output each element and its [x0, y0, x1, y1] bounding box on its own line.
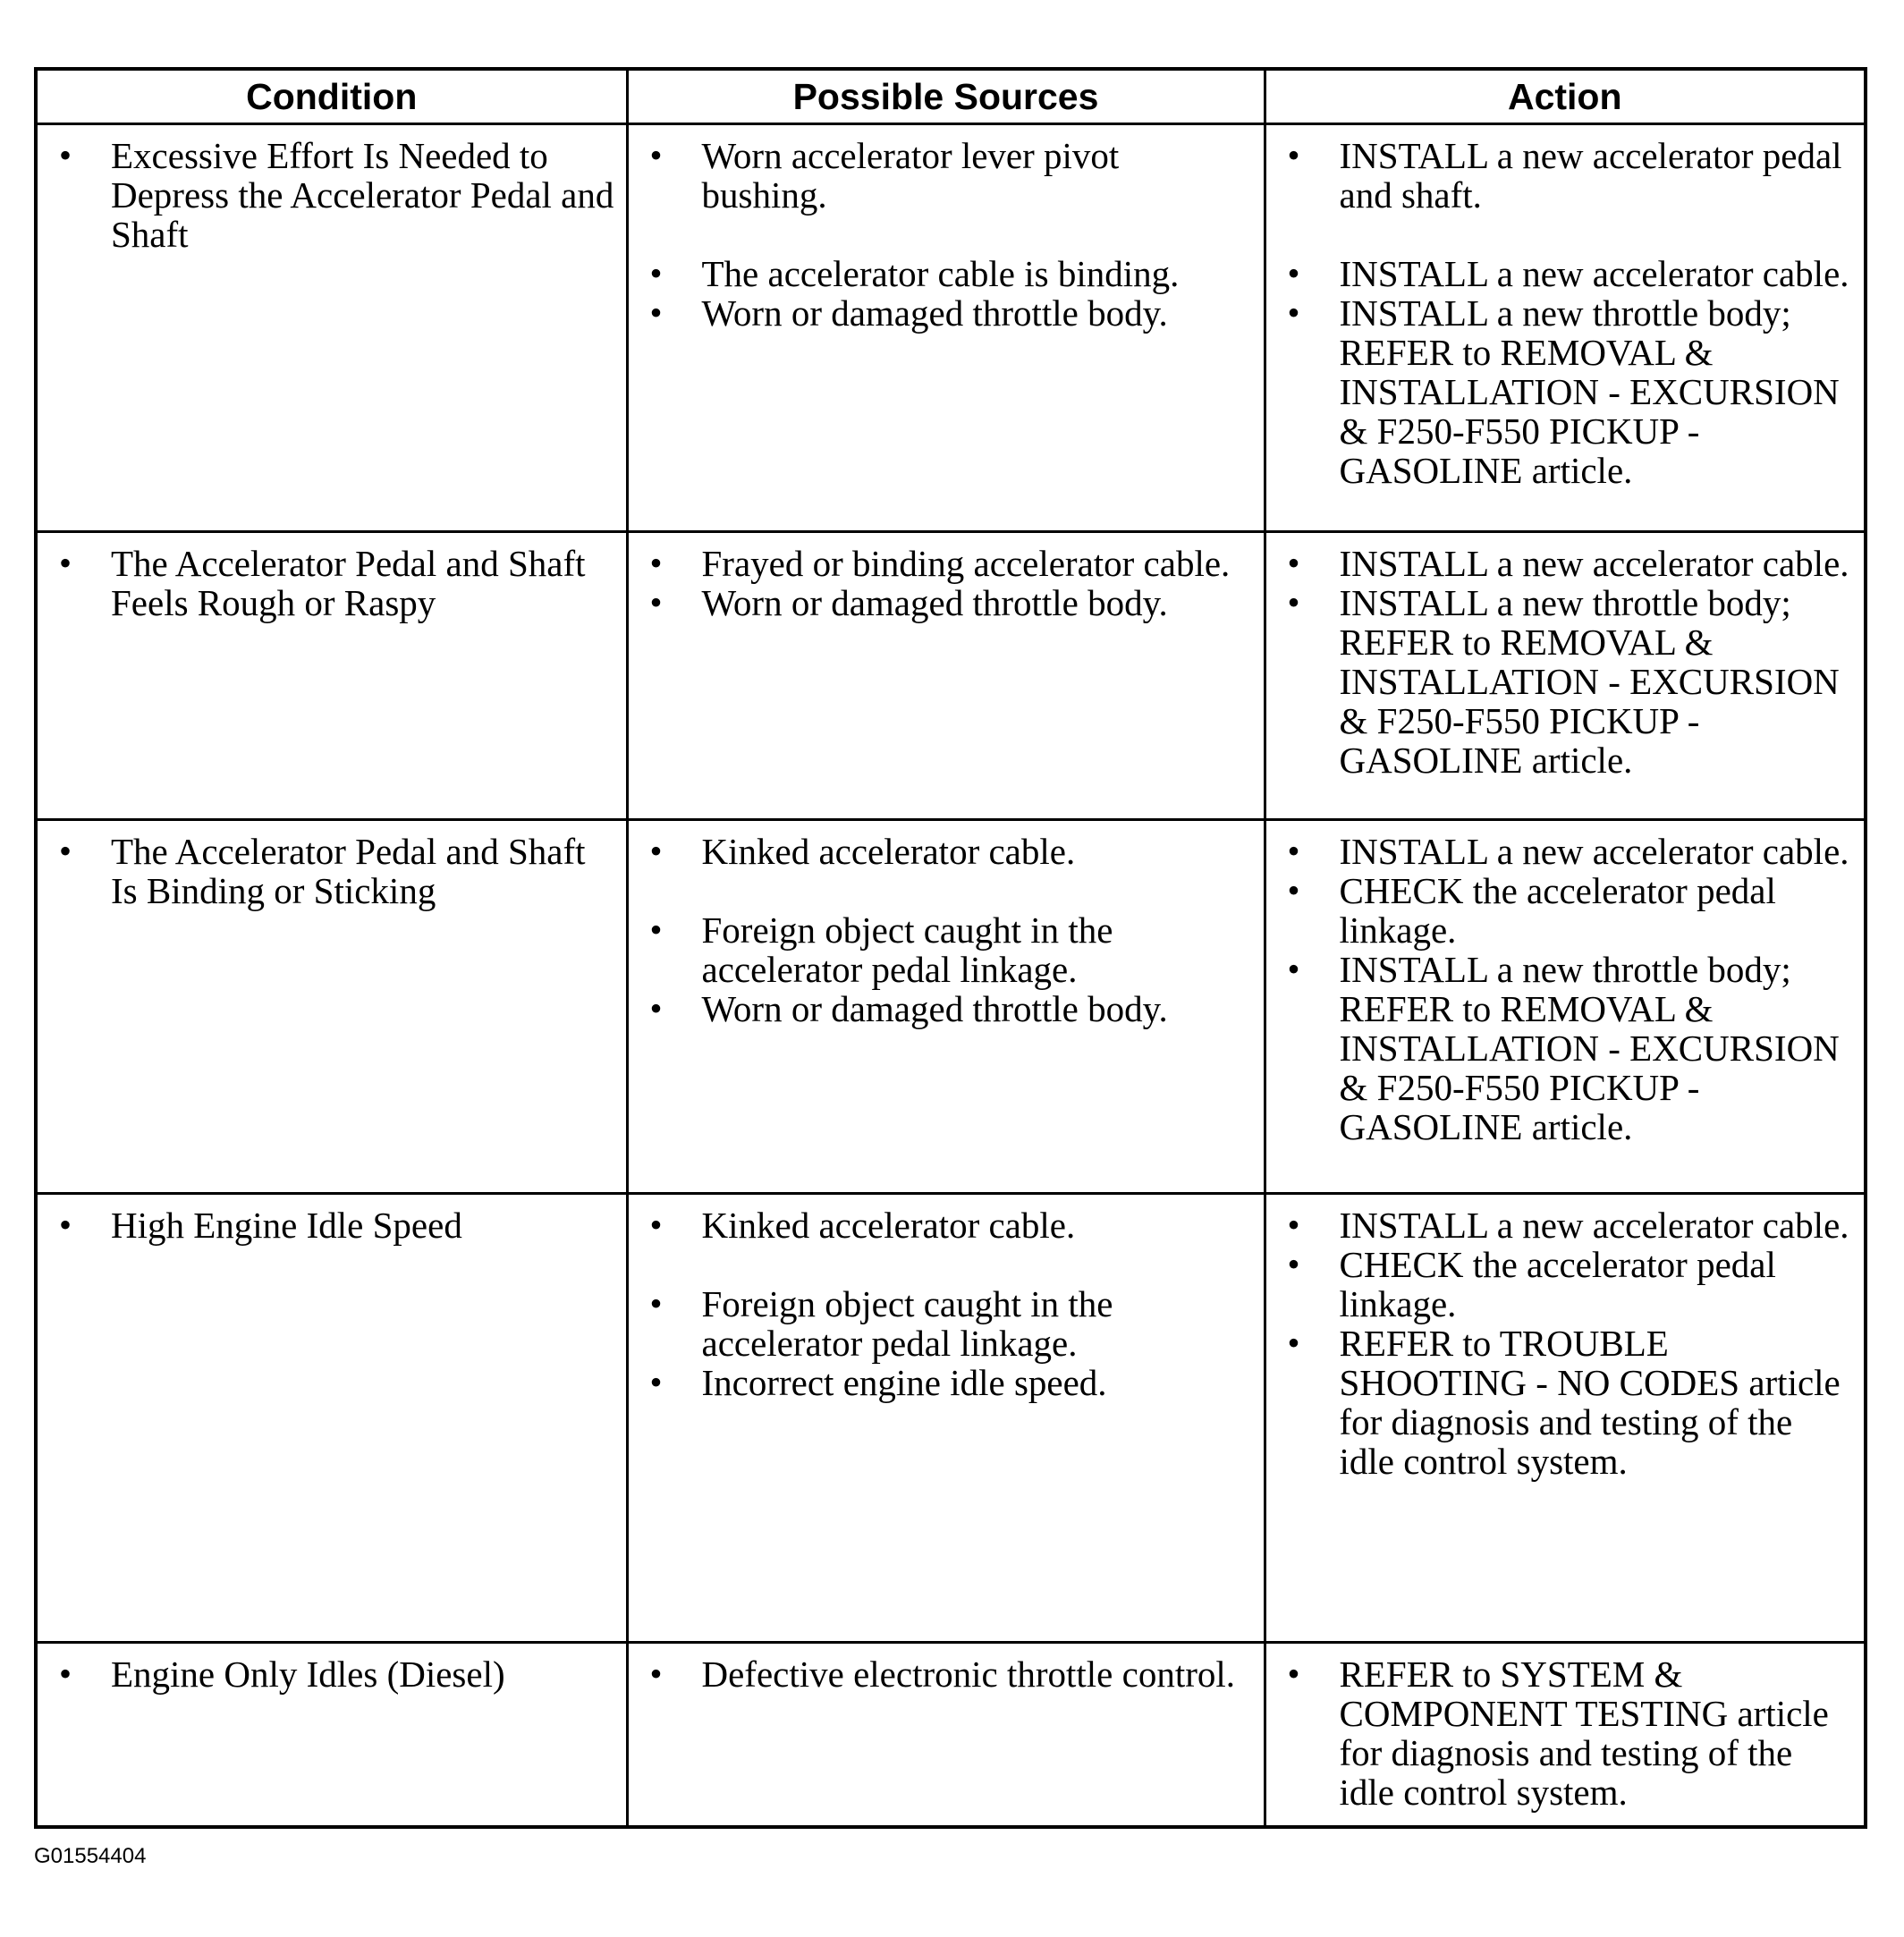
sources-cell — [627, 1643, 1265, 1827]
source-item: • Kinked accelerator cable. — [645, 1205, 1253, 1245]
diagnosis-table — [34, 67, 1867, 1829]
table-row — [36, 1194, 1866, 1643]
action-item: • INSTALL a new accelerator cable. — [1282, 1205, 1854, 1245]
header-action: Action — [1265, 69, 1866, 124]
source-item: • Worn accelerator lever pivot bushing. — [645, 136, 1253, 215]
condition-text: • High Engine Idle Speed — [54, 1205, 615, 1245]
action-item: • INSTALL a new accelerator cable. — [1282, 832, 1854, 871]
action-cell — [1265, 1194, 1866, 1643]
action-item: • INSTALL a new accelerator cable. — [1282, 254, 1854, 293]
action-item: • INSTALL a new throttle body; REFER to REMOVAL & INSTALLATION - EXCURSION & F250-F550 PICKUP - GASOLINE article. — [1282, 293, 1854, 490]
action-cell — [1265, 1643, 1866, 1827]
condition-text: • Engine Only Idles (Diesel) — [54, 1654, 615, 1694]
action-item: • CHECK the accelerator pedal linkage. — [1282, 1245, 1854, 1324]
action-item: • INSTALL a new accelerator cable. — [1282, 544, 1854, 583]
condition-cell — [36, 1194, 627, 1643]
action-item: • CHECK the accelerator pedal linkage. — [1282, 871, 1854, 950]
sources-cell — [627, 532, 1265, 820]
action-cell — [1265, 532, 1866, 820]
table-row — [36, 820, 1866, 1194]
action-item: • REFER to TROUBLE SHOOTING - NO CODES article for diagnosis and testing of the idle control system. — [1282, 1324, 1854, 1481]
condition-cell — [36, 1643, 627, 1827]
source-item: • Incorrect engine idle speed. — [645, 1363, 1253, 1402]
condition-text: • Excessive Effort Is Needed to Depress the Accelerator Pedal and Shaft — [54, 136, 615, 254]
sources-cell — [627, 1194, 1265, 1643]
source-item: • Worn or damaged throttle body. — [645, 989, 1253, 1028]
condition-cell — [36, 820, 627, 1194]
action-item: • INSTALL a new throttle body; REFER to REMOVAL & INSTALLATION - EXCURSION & F250-F550 PICKUP - GASOLINE article. — [1282, 950, 1854, 1146]
source-item: • Foreign object caught in the accelerator pedal linkage. — [645, 1284, 1253, 1363]
condition-text: • The Accelerator Pedal and Shaft Feels Rough or Raspy — [54, 544, 615, 622]
table-row — [36, 1643, 1866, 1827]
sources-cell — [627, 124, 1265, 532]
source-item: • Worn or damaged throttle body. — [645, 293, 1253, 333]
source-item: • Worn or damaged throttle body. — [645, 583, 1253, 622]
table-row — [36, 124, 1866, 532]
source-item: • Kinked accelerator cable. — [645, 832, 1253, 871]
action-cell — [1265, 820, 1866, 1194]
action-item: • REFER to SYSTEM & COMPONENT TESTING article for diagnosis and testing of the idle control system. — [1282, 1654, 1854, 1812]
condition-cell — [36, 532, 627, 820]
action-cell — [1265, 124, 1866, 532]
condition-cell — [36, 124, 627, 532]
figure-id-caption: G01554404 — [34, 1844, 147, 1868]
action-item: • INSTALL a new throttle body; REFER to REMOVAL & INSTALLATION - EXCURSION & F250-F550 PICKUP - GASOLINE article. — [1282, 583, 1854, 780]
source-item: • Defective electronic throttle control. — [645, 1654, 1253, 1694]
condition-text: • The Accelerator Pedal and Shaft Is Binding or Sticking — [54, 832, 615, 910]
source-item: • Foreign object caught in the accelerator pedal linkage. — [645, 910, 1253, 989]
sources-cell — [627, 820, 1265, 1194]
table-row — [36, 532, 1866, 820]
source-item: • Frayed or binding accelerator cable. — [645, 544, 1253, 583]
source-item: • The accelerator cable is binding. — [645, 254, 1253, 293]
table-header-row — [36, 69, 1866, 124]
header-possible-sources: Possible Sources — [627, 69, 1265, 124]
action-item: • INSTALL a new accelerator pedal and shaft. — [1282, 136, 1854, 215]
header-condition: Condition — [36, 69, 627, 124]
